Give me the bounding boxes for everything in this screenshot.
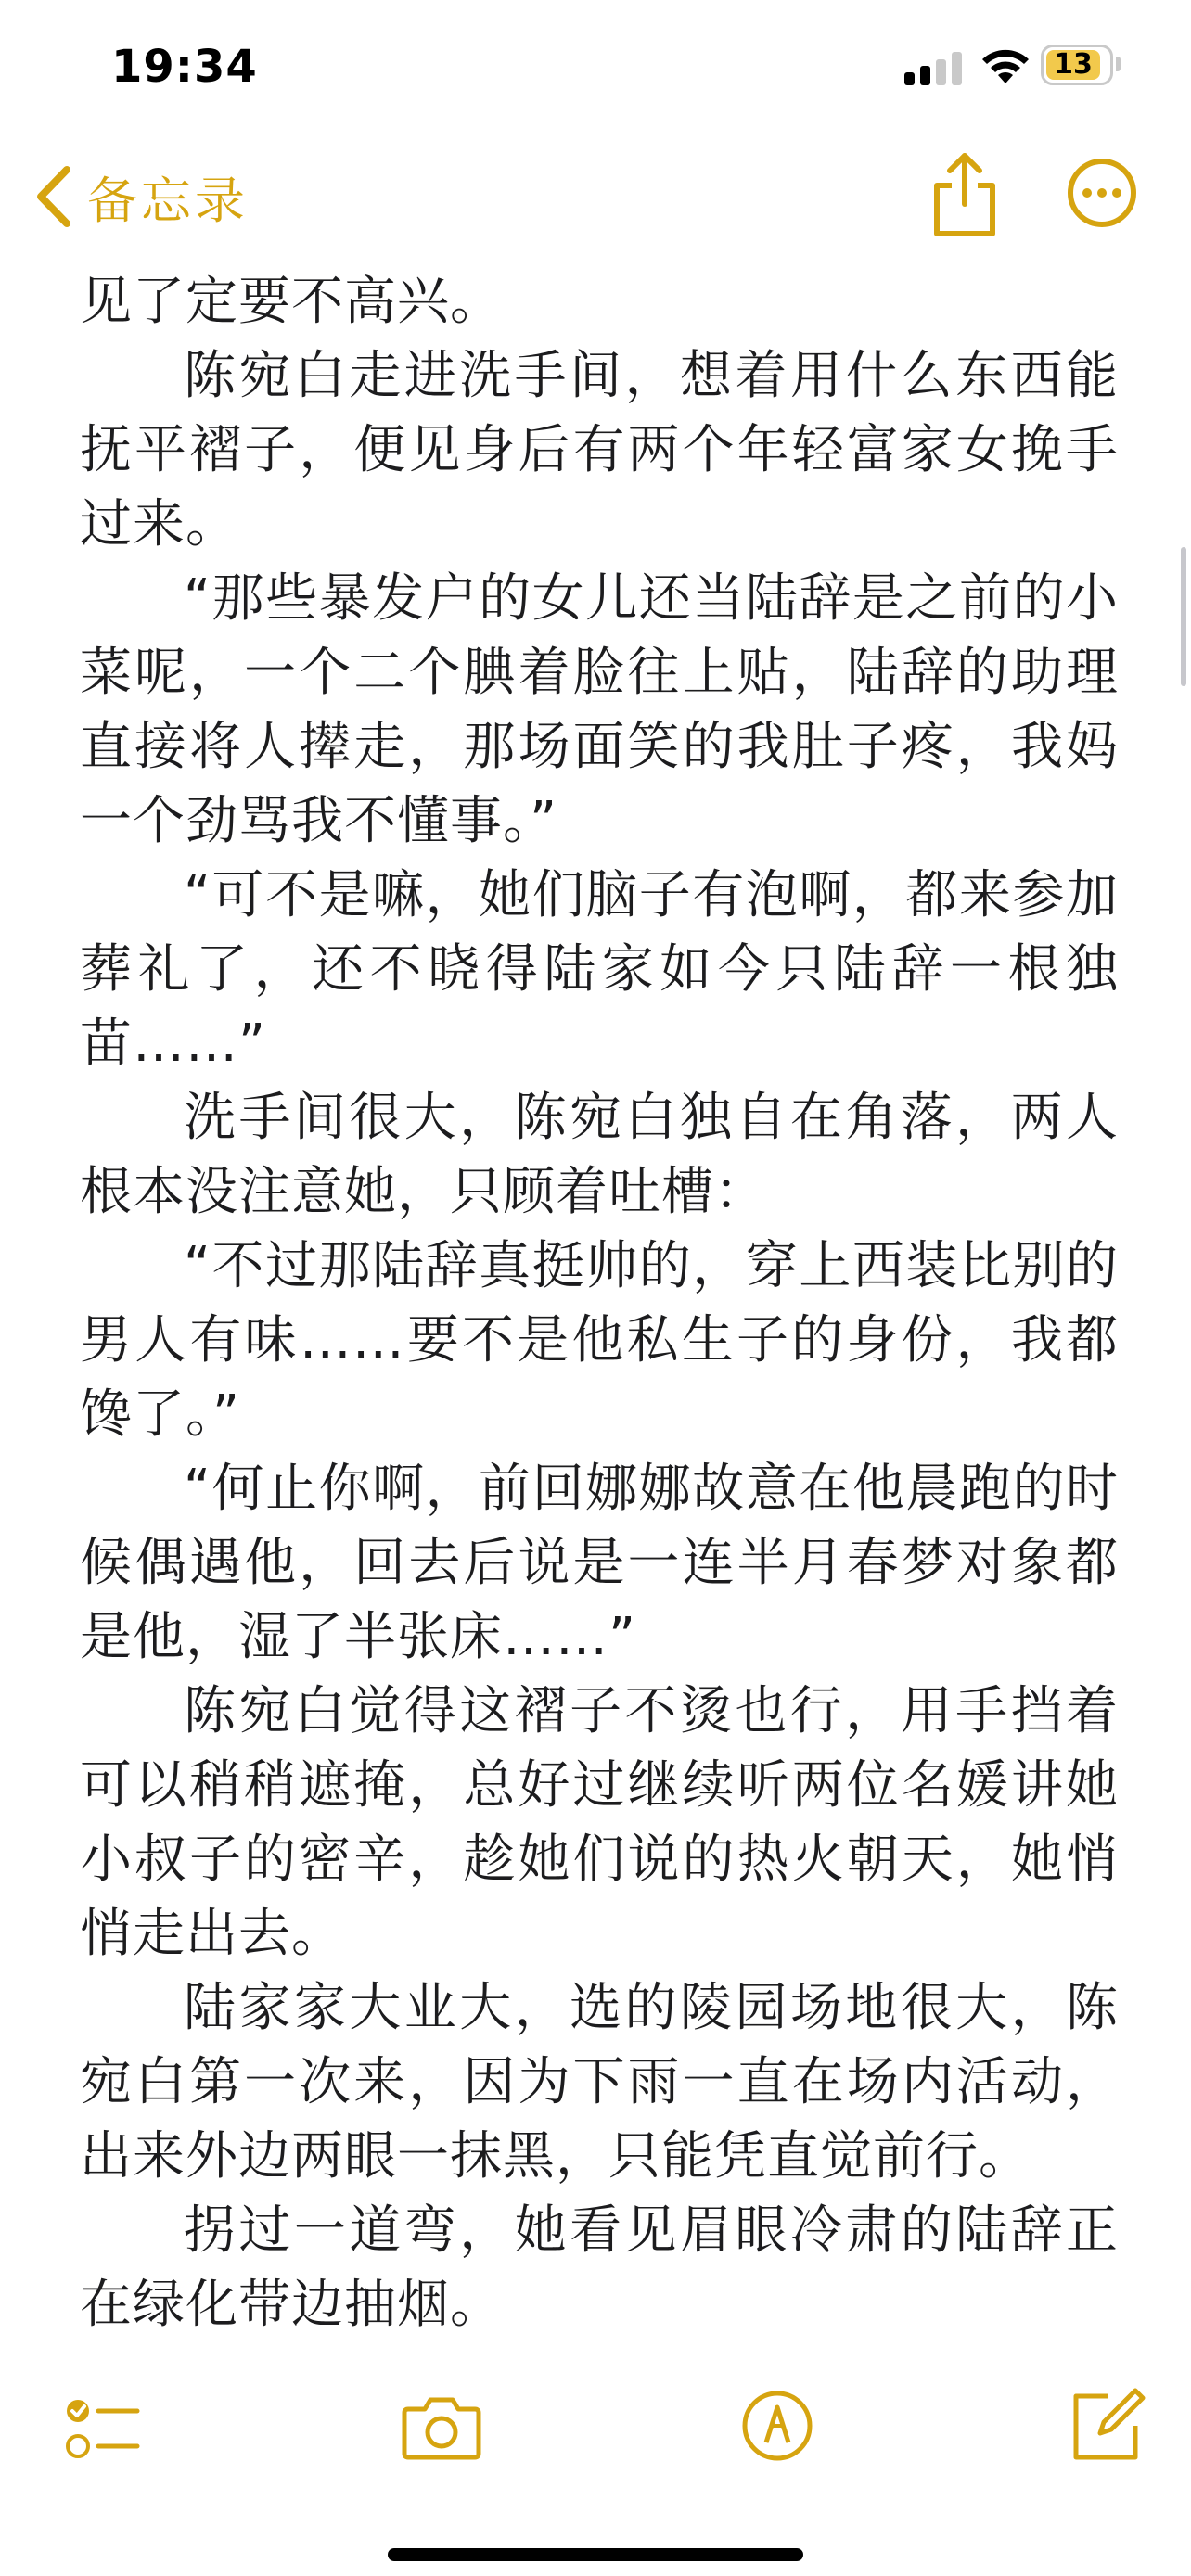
status-bar [0, 0, 1191, 139]
note-paragraph: “不过那陆辞真挺帅的，穿上西装比别的男人有味……要不是他私生子的身份，我都馋了。” [80, 1236, 1119, 1445]
note-paragraph: “那些暴发户的女儿还当陆辞是之前的小菜呢，一个二个腆着脸往上贴，陆辞的助理直接将人撵走，那场面笑的我肚子疼，我妈一个劲骂我不懂事。” [80, 568, 1119, 851]
note-paragraph: 洗手间很大，陈宛白独自在角落，两人根本没注意她，只顾着吐槽： [80, 1088, 1119, 1222]
note-paragraph: “可不是嘛，她们脑子有泡啊，都来参加葬礼了，还不晓得陆家如今只陆辞一根独苗……” [80, 865, 1119, 1074]
note-paragraph: 陈宛白走进洗手间，想着用什么东西能抚平褶子，便见身后有两个年轻富家女挽手过来。 [80, 346, 1119, 555]
battery-level: 13 [1054, 48, 1093, 81]
compose-icon[interactable] [1067, 2387, 1146, 2465]
note-body[interactable] [80, 265, 1119, 2342]
chevron-left-icon [33, 164, 74, 229]
status-time: 19:34 [111, 41, 258, 93]
wifi-icon [980, 43, 1031, 85]
share-icon[interactable] [928, 150, 1002, 239]
note-paragraph: “何止你啊，前回娜娜故意在他晨跑的时候偶遇他，回去后说是一连半月春梦对象都是他，湿了半张床……” [80, 1459, 1119, 1667]
note-paragraph: 见了定要不高兴。 [80, 272, 503, 332]
note-paragraph: 陆家家大业大，选的陵园场地很大，陈宛白第一次来，因为下雨一直在场内活动，出来外边两眼一抹黑，只能凭直觉前行。 [80, 1978, 1119, 2187]
note-paragraph: 陈宛白觉得这褶子不烫也行，用手挡着可以稍稍遮掩，总好过继续听两位名媛讲她小叔子的密辛，趁她们说的热火朝天，她悄悄走出去。 [80, 1681, 1119, 1964]
markup-pen-icon[interactable] [740, 2389, 814, 2463]
nav-bar [0, 139, 1191, 260]
battery-nub [1116, 57, 1121, 71]
scroll-indicator[interactable] [1181, 547, 1186, 686]
battery-icon [1041, 45, 1113, 85]
home-indicator[interactable] [388, 2548, 803, 2561]
checklist-icon[interactable] [63, 2392, 141, 2467]
back-button[interactable] [33, 159, 249, 234]
more-icon[interactable] [1067, 158, 1137, 228]
bottom-toolbar [0, 2374, 1191, 2485]
back-label: 备忘录 [87, 171, 249, 230]
note-paragraph: 拐过一道弯，她看见眉眼冷肃的陆辞正在绿化带边抽烟。 [80, 2200, 1119, 2335]
camera-icon[interactable] [401, 2394, 482, 2461]
cellular-signal-icon [904, 52, 964, 85]
